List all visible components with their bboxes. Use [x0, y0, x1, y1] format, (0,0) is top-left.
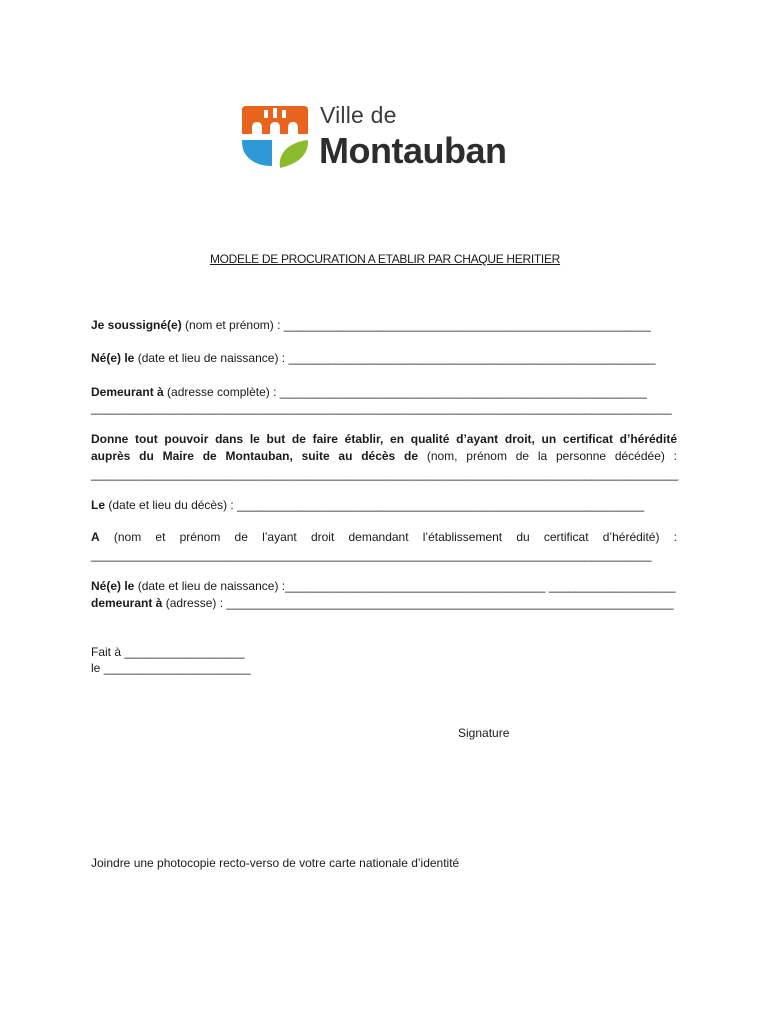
blank-line[interactable]: _______________________________________________________: [283, 318, 651, 332]
field-demeurant-2: [91, 595, 674, 611]
blank-line[interactable]: _____________________________________________________________: [237, 498, 645, 512]
field-label: Né(e) le: [91, 579, 135, 593]
field-label: Fait à: [91, 645, 125, 659]
field-hint: (adresse) :: [162, 596, 227, 610]
field-fait-a: [91, 644, 245, 660]
montauban-emblem-icon: [240, 104, 310, 170]
donne-pouvoir-line-2: [91, 448, 677, 465]
paragraph-bold: auprès du Maire de Montauban, suite au décès de: [91, 449, 419, 463]
blank-line[interactable]: _______________________________________ ___________________: [285, 579, 676, 593]
logo-line-montauban: Montauban: [319, 130, 507, 171]
field-hint: (date et lieu du décès) :: [105, 498, 238, 512]
field-label: Je soussigné(e): [91, 318, 182, 332]
field-label: Demeurant à: [91, 385, 164, 399]
field-le-deces: [91, 497, 644, 513]
field-soussigne: [91, 317, 651, 333]
blank-line-defunt[interactable]: ________________________________________________________________________________________: [91, 467, 679, 481]
field-label: Le: [91, 498, 106, 512]
field-naissance-1: [91, 350, 656, 366]
ville-de-montauban-logo: [240, 100, 540, 175]
field-demeurant-1: [91, 384, 647, 400]
field-hint: (adresse complète) :: [163, 385, 280, 399]
paragraph-bold: Donne tout pouvoir dans le but de faire établir, en qualité d’ayant droit, un certificat d’hérédité: [91, 432, 677, 446]
document-title: MODELE DE PROCURATION A ETABLIR PAR CHAQUE HERITIER: [209, 252, 561, 266]
signature-label: Signature: [458, 726, 510, 740]
field-hint: (nom, prénom de la personne décédée) :: [418, 449, 677, 463]
blank-line[interactable]: _______________________________________________________: [279, 385, 647, 399]
donne-pouvoir-line-1: [91, 431, 677, 448]
blank-line[interactable]: ______________________: [103, 661, 251, 675]
field-hint: (date et lieu de naissance) :: [134, 579, 286, 593]
field-naissance-2: [91, 578, 676, 594]
field-label: le: [91, 661, 104, 675]
field-ayant-droit: [91, 529, 677, 546]
field-le-date: [91, 660, 251, 676]
field-label: Né(e) le: [91, 351, 135, 365]
blank-line[interactable]: _______________________________________________________: [288, 351, 656, 365]
blank-line-continuation[interactable]: _______________________________________________________________________________________: [91, 401, 672, 415]
logo-line-ville-de: Ville de: [320, 102, 397, 128]
field-hint: (date et lieu de naissance) :: [134, 351, 289, 365]
field-hint: (nom et prénom) :: [181, 318, 284, 332]
field-label: A: [91, 530, 100, 544]
blank-line-ayant-droit[interactable]: ____________________________________________________________________________________: [91, 548, 652, 562]
footer-note: Joindre une photocopie recto-verso de votre carte nationale d’identité: [91, 856, 460, 870]
field-hint: (nom et prénom de l’ayant droit demandant l’établissement du certificat d’hérédité) :: [99, 530, 677, 544]
blank-line[interactable]: __________________: [124, 645, 245, 659]
field-label: demeurant à: [91, 596, 163, 610]
blank-line[interactable]: ___________________________________________________________________: [226, 596, 674, 610]
